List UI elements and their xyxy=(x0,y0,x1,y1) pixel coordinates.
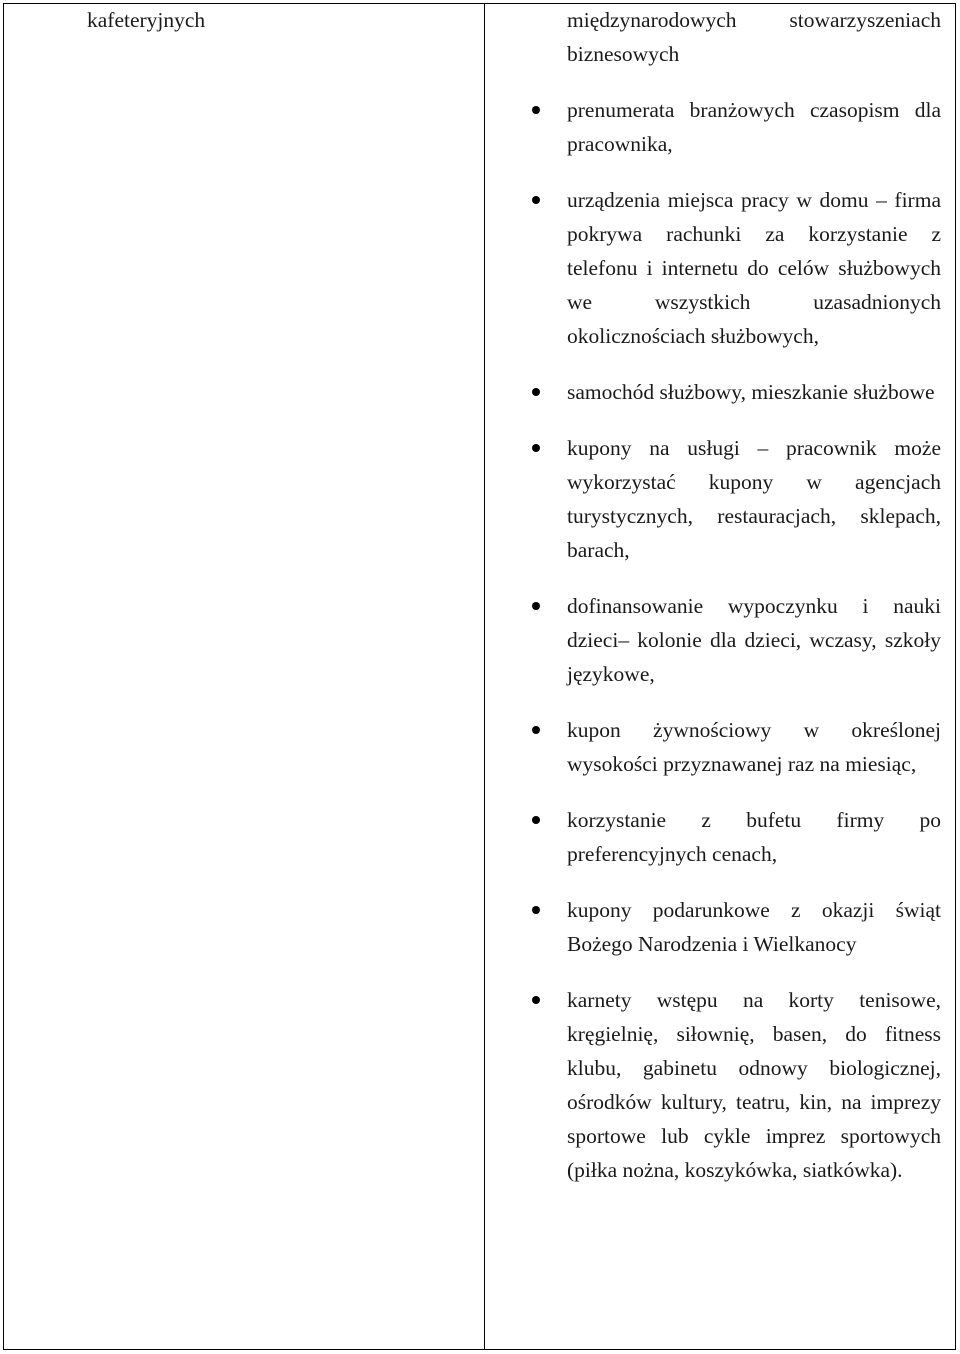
bullet-icon xyxy=(532,816,540,824)
list-item-text: urządzenia miejsca pracy w domu – firma pokrywa rachunki za korzystanie z telefonu i internetu do celów służbowych we wszystkich uzasadnionych okolicznościach służbowych, xyxy=(567,188,941,348)
list-item-text: kupon żywnościowy w określonej wysokości przyznawanej raz na miesiąc, xyxy=(567,718,941,776)
list-item-text: kupony podarunkowe z okazji świąt Bożego Narodzenia i Wielkanocy xyxy=(567,898,941,956)
bullet-icon xyxy=(532,444,540,452)
bullet-icon xyxy=(532,388,540,396)
list-item xyxy=(567,431,941,567)
bullet-icon xyxy=(532,996,540,1004)
left-cell-text: kafeteryjnych xyxy=(87,8,206,32)
right-cell xyxy=(567,3,941,1209)
list-item xyxy=(567,893,941,961)
list-item xyxy=(567,713,941,781)
list-item-text: dofinansowanie wypoczynku i nauki dzieci– kolonie dla dzieci, wczasy, szkoły językowe, xyxy=(567,594,941,686)
bullet-icon xyxy=(532,602,540,610)
bullet-icon xyxy=(532,906,540,914)
list-item-text: samochód służbowy, mieszkanie służbowe xyxy=(567,380,935,404)
list-item-text: kupony na usługi – pracownik może wykorzystać kupony w agencjach turystycznych, restauracjach, sklepach, barach, xyxy=(567,436,941,562)
benefits-list xyxy=(567,93,941,1187)
list-item xyxy=(567,183,941,353)
bullet-icon xyxy=(532,106,540,114)
list-item xyxy=(567,803,941,871)
bullet-icon xyxy=(532,196,540,204)
column-divider xyxy=(484,4,485,1349)
intro-text: międzynarodowych stowarzyszeniach biznesowych xyxy=(567,8,941,66)
list-item xyxy=(567,93,941,161)
list-item xyxy=(567,983,941,1187)
list-item xyxy=(567,375,941,409)
bullet-icon xyxy=(532,726,540,734)
list-item-text: karnety wstępu na korty tenisowe, kręgielnię, siłownię, basen, do fitness klubu, gabinetu odnowy biologicznej, ośrodków kultury, teatru, kin, na imprezy sportowe lub cykle imprez sportowych (piłka nożna, koszykówka, siatkówka). xyxy=(567,988,941,1182)
list-item xyxy=(567,589,941,691)
list-item-text: korzystanie z bufetu firmy po preferencyjnych cenach, xyxy=(567,808,941,866)
list-item-text: prenumerata branżowych czasopism dla pracownika, xyxy=(567,98,941,156)
